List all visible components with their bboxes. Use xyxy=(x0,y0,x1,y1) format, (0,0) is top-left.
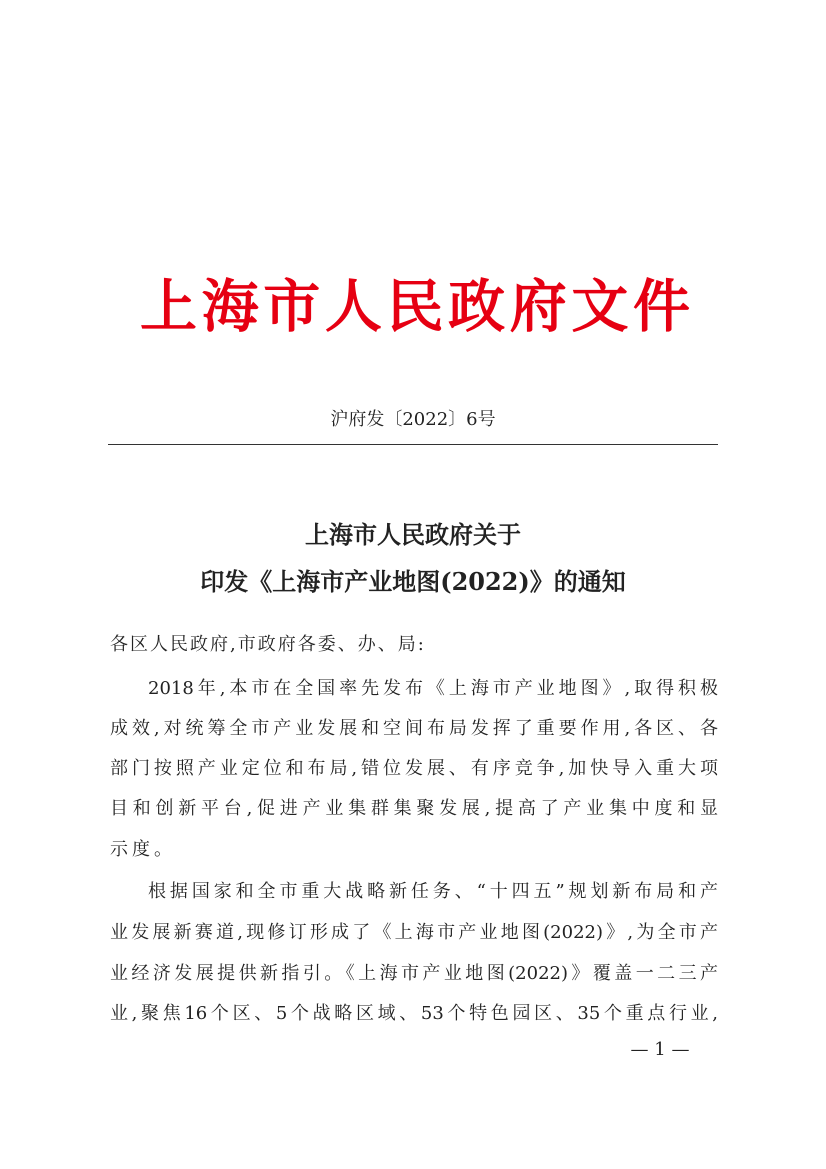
page-number: — 1 — xyxy=(630,1039,690,1060)
body-line: 示度。 xyxy=(110,839,176,860)
body-line: 目和创新平台,促进产业集群集聚发展,提高了产业集中度和显 xyxy=(110,798,718,819)
title-line-1: 上海市人民政府关于 xyxy=(305,520,521,549)
issuer-red-header: 上海市人民政府文件 xyxy=(140,273,690,340)
body-line: 部门按照产业定位和布局,错位发展、有序竞争,加快导入重大项 xyxy=(110,758,718,779)
body-line: 业发展新赛道,现修订形成了《上海市产业地图(2022)》,为全市产 xyxy=(110,922,718,943)
document-number: 沪府发〔2022〕6号 xyxy=(330,409,496,430)
body-line: 业,聚焦16个区、5个战略区域、53个特色园区、35个重点行业, xyxy=(110,1003,718,1024)
body-line: 根据国家和全市重大战略新任务、“十四五”规划新布局和产 xyxy=(148,881,718,902)
body-line: 业经济发展提供新指引。《上海市产业地图(2022)》覆盖一二三产 xyxy=(110,963,718,984)
body-line: 成效,对统筹全市产业发展和空间布局发挥了重要作用,各区、各 xyxy=(110,718,718,739)
body-line: 2018年,本市在全国率先发布《上海市产业地图》,取得积极 xyxy=(148,678,718,699)
header-divider xyxy=(108,444,718,445)
salutation: 各区人民政府,市政府各委、办、局: xyxy=(110,634,426,655)
title-line-2: 印发《上海市产业地图(2022)》的通知 xyxy=(200,567,626,596)
